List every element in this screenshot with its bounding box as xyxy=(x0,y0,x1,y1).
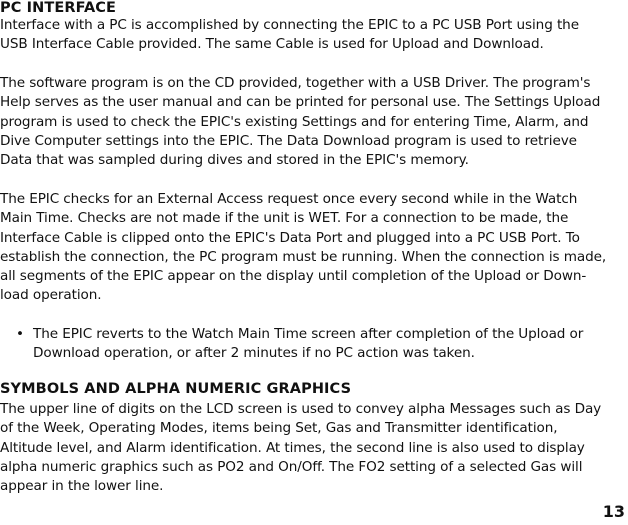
text-line: Help serves as the user manual and can be printed for personal use. The Settings Upload xyxy=(0,94,601,111)
text-line: Main Time. Checks are not made if the unit is WET. For a connection to be made, the xyxy=(0,210,569,227)
text-line: The software program is on the CD provided, together with a USB Driver. The program's xyxy=(0,75,591,91)
text-line: Interface with a PC is accomplished by connecting the EPIC to a PC USB Port using the xyxy=(0,17,579,33)
text-line: all segments of the EPIC appear on the display until completion of the Upload or Down- xyxy=(0,268,587,285)
text-line: USB Interface Cable provided. The same Cable is used for Upload and Download. xyxy=(0,36,544,53)
text-line: of the Week, Operating Modes, items being Set, Gas and Transmitter identification, xyxy=(0,420,558,437)
text-line: program is used to check the EPIC's existing Settings and for entering Time, Alarm, and xyxy=(0,113,589,130)
heading-pc-interface: PC INTERFACE xyxy=(0,0,117,16)
bullet-text xyxy=(33,325,583,364)
text-line: The EPIC reverts to the Watch Main Time screen after completion of the Upload or xyxy=(33,326,584,342)
text-line: Data that was sampled during dives and stored in the EPIC's memory. xyxy=(0,152,469,169)
paragraph-interface-cable xyxy=(0,16,579,55)
page-number: 13 xyxy=(602,502,625,521)
heading-symbols-graphics: SYMBOLS AND ALPHA NUMERIC GRAPHICS xyxy=(0,381,352,397)
text-line: Dive Computer settings into the EPIC. The Data Download program is used to retrieve xyxy=(0,132,577,149)
text-line: Download operation, or after 2 minutes if no PC action was taken. xyxy=(33,345,475,362)
text-line: Altitude level, and Alarm identification. At times, the second line is also used to display xyxy=(0,439,585,456)
text-line: establish the connection, the PC program must be running. When the connection is made, xyxy=(0,248,607,265)
paragraph-external-access xyxy=(0,190,606,306)
paragraph-lcd-messages xyxy=(0,400,601,496)
text-line: appear in the lower line. xyxy=(0,478,164,495)
text-line: Interface Cable is clipped onto the EPIC's Data Port and plugged into a PC USB Port. To xyxy=(0,229,580,246)
bullet-dot-icon: • xyxy=(16,326,25,342)
text-line: alpha numeric graphics such as PO2 and On/Off. The FO2 setting of a selected Gas will xyxy=(0,458,583,475)
paragraph-software-program xyxy=(0,74,600,170)
text-line: The upper line of digits on the LCD screen is used to convey alpha Messages such as Day xyxy=(0,401,602,417)
text-line: load operation. xyxy=(0,287,102,304)
text-line: The EPIC checks for an External Access request once every second while in the Watch xyxy=(0,191,578,207)
